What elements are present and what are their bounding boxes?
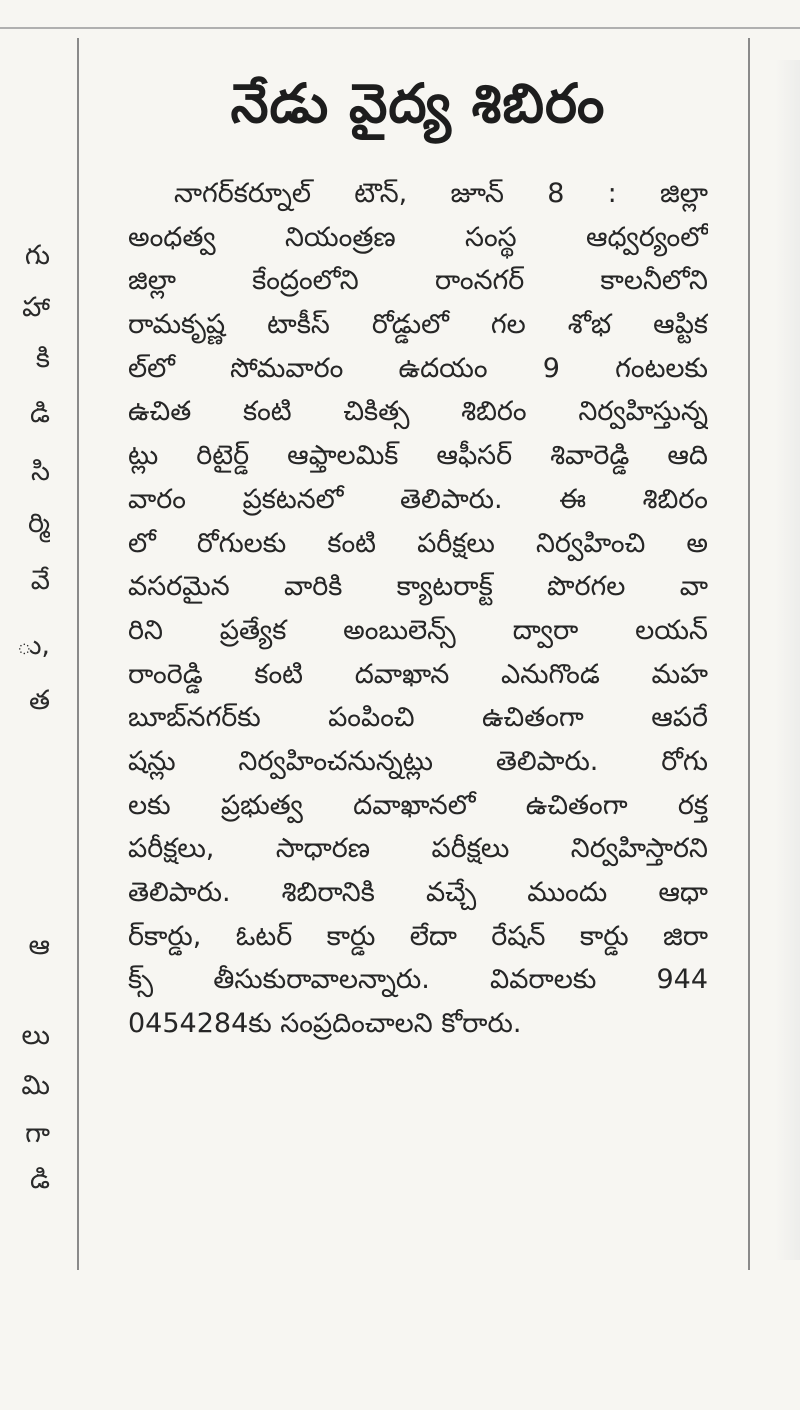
article-line: లకు ప్రభుత్వ దవాఖానలో ఉచితంగా రక్త xyxy=(128,789,708,821)
article-line: వసరమైన వారికి క్యాటరాక్ట్ పొరగల వా xyxy=(128,571,708,603)
left-column-fragment: త xyxy=(28,685,50,716)
left-column-fragment: లు xyxy=(21,1020,50,1051)
article-line: నాగర్‌కర్నూల్ టౌన్, జూన్ 8 : జిల్లా xyxy=(174,178,708,209)
article-line: ర్‌కార్డు, ఓటర్ కార్డు లేదా రేషన్ కార్డు జిరా xyxy=(128,920,708,952)
left-column-fragment: మి xyxy=(21,1070,50,1101)
article-body xyxy=(128,172,708,1046)
article-line: పరీక్షలు, సాధారణ పరీక్షలు నిర్వహిస్తారని xyxy=(128,833,708,865)
article-line: 0454284కు సంప్రదించాలని కోరారు. xyxy=(128,1008,522,1040)
article-line: ఉచిత కంటి చికిత్స శిబిరం నిర్వహిస్తున్న xyxy=(128,396,708,428)
left-column-fragment: డి xyxy=(30,1164,50,1195)
article-line: తెలిపారు. శిబిరానికి వచ్చే ముందు ఆధా xyxy=(128,877,708,908)
article-line: జిల్లా కేంద్రంలోని రాంనగర్ కాలనీలోని xyxy=(128,265,708,297)
left-column-fragment: సి xyxy=(31,456,50,487)
article-headline: నేడు వైద్య శిబిరం xyxy=(230,72,606,135)
article-line: ల్‌లో సోమవారం ఉదయం 9 గంటలకు xyxy=(128,352,708,384)
top-border-line xyxy=(0,27,800,29)
article-line: క్స్ తీసుకురావాలన్నారు. వివరాలకు 944 xyxy=(128,964,708,996)
article-line: షన్లు నిర్వహించనున్నట్లు తెలిపారు. రోగు xyxy=(128,745,708,777)
article-line: వారం ప్రకటనలో తెలిపారు. ఈ శిబిరం xyxy=(128,483,708,515)
clipped-header-text xyxy=(0,0,800,8)
left-column-fragment: హా xyxy=(22,292,50,323)
news-article xyxy=(128,58,708,1278)
article-line: రాంరెడ్డి కంటి దవాఖాన ఎనుగొండ మహ xyxy=(128,658,708,690)
article-line: రామకృష్ణ టాకీస్ రోడ్డులో గల శోభ ఆప్టిక xyxy=(128,309,708,341)
left-column-fragment: డి xyxy=(30,398,50,429)
article-line: ట్లు రిటైర్డ్ ఆఫ్తాలమిక్ ఆఫీసర్ శివారెడ్డి ఆది xyxy=(128,440,708,472)
article-line: రిని ప్రత్యేక అంబులెన్స్ ద్వారా లయన్ xyxy=(128,614,708,646)
left-column-rule xyxy=(77,38,79,1270)
left-column-fragment: గా xyxy=(25,1118,50,1149)
left-column-fragment: గు xyxy=(24,240,50,271)
left-column-fragment: ర్మి xyxy=(27,508,50,539)
left-column-fragment: కి xyxy=(35,343,50,374)
left-column-fragment: ఆ xyxy=(28,930,50,961)
right-column-edge xyxy=(775,60,800,1260)
left-column-fragment: ు, xyxy=(16,630,50,661)
left-column-fragment: వే xyxy=(30,565,50,596)
article-line: అంధత్వ నియంత్రణ సంస్థ ఆధ్వర్యంలో xyxy=(128,221,708,253)
article-line: బూబ్‌నగర్‌కు పంపించి ఉచితంగా ఆపరే xyxy=(128,702,708,734)
article-line: లో రోగులకు కంటి పరీక్షలు నిర్వహించి అ xyxy=(128,527,708,559)
right-column-rule xyxy=(748,38,750,1270)
